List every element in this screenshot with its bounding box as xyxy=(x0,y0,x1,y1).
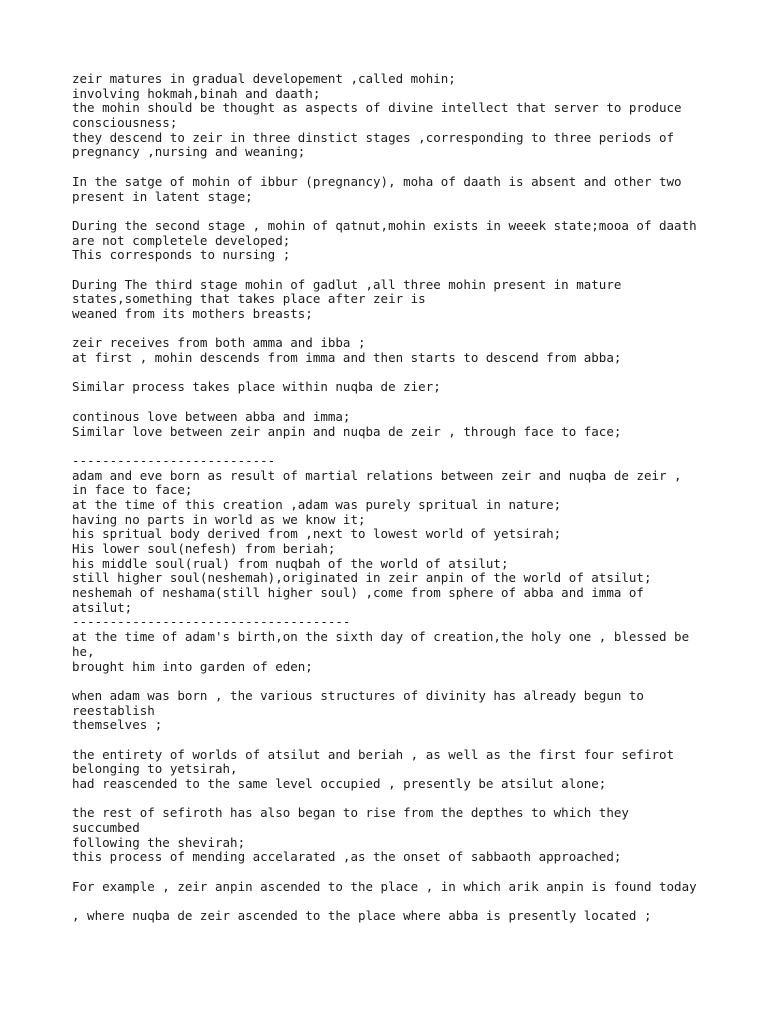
text-line: Similar love between zeir anpin and nuqba de zeir , through face to face; xyxy=(72,423,622,439)
text-line: the mohin should be thought as aspects of divine intellect that server to produce xyxy=(72,100,682,116)
text-line: following the shevirah; xyxy=(72,834,246,850)
text-line: at the time of this creation ,adam was purely spritual in nature; xyxy=(72,496,562,512)
text-line: weaned from its mothers breasts; xyxy=(72,306,313,321)
text-line: having no parts in world as we know it; xyxy=(72,511,366,527)
text-line: when adam was born , the various structures of divinity has already begun to xyxy=(72,687,644,703)
text-line: For example , zeir anpin ascended to the place , in which arik anpin is found today xyxy=(72,878,697,894)
text-line: continous love between abba and imma; xyxy=(72,408,351,424)
text-line: the rest of sefiroth has also began to rise from the depthes to which they xyxy=(72,805,629,821)
text-line: His lower soul(nefesh) from beriah; xyxy=(72,541,336,556)
text-line: themselves ; xyxy=(72,717,163,733)
paragraph-gap xyxy=(72,865,712,880)
text-line: he, xyxy=(72,643,95,659)
paragraph-gap xyxy=(72,322,712,337)
paragraph-gap xyxy=(72,674,712,689)
paragraph-gap xyxy=(72,395,712,410)
paragraph xyxy=(72,880,712,895)
text-line: involving hokmah,binah and daath; xyxy=(72,85,321,101)
paragraph xyxy=(72,380,712,395)
text-line: During The third stage mohin of gadlut ,all three mohin present in mature xyxy=(72,276,622,292)
text-line: brought him into garden of eden; xyxy=(72,658,313,674)
text-line: --------------------------- xyxy=(72,452,276,468)
paragraph-gap xyxy=(72,263,712,278)
paragraph xyxy=(72,454,712,674)
paragraph-gap xyxy=(72,792,712,807)
paragraph-gap xyxy=(72,160,712,175)
text-line: still higher soul(neshemah),originated in zeir anpin of the world of atsilut; xyxy=(72,570,652,586)
paragraph xyxy=(72,72,712,160)
text-line: at the time of adam's birth,on the sixth day of creation,the holy one , blessed be xyxy=(72,629,690,645)
paragraph xyxy=(72,278,712,322)
text-line: , where nuqba de zeir ascended to the place where abba is presently located ; xyxy=(72,908,652,924)
paragraph xyxy=(72,219,712,263)
text-line: in face to face; xyxy=(72,482,193,498)
paragraph-gap xyxy=(72,733,712,748)
text-line: his middle soul(rual) from nuqbah of the world of atsilut; xyxy=(72,555,509,571)
text-line: his spritual body derived from ,next to lowest world of yetsirah; xyxy=(72,526,562,542)
text-line: succumbed xyxy=(72,820,140,836)
text-line: This corresponds to nursing ; xyxy=(72,247,291,263)
paragraph-gap xyxy=(72,439,712,454)
text-line: they descend to zeir in three dinstict stages ,corresponding to three periods of xyxy=(72,129,675,145)
paragraph xyxy=(72,748,712,792)
text-line: the entirety of worlds of atsilut and beriah , as well as the first four sefirot xyxy=(72,746,675,762)
text-line: zeir matures in gradual developement ,called mohin; xyxy=(72,71,456,86)
paragraph xyxy=(72,806,712,865)
text-line: pregnancy ,nursing and weaning; xyxy=(72,144,306,160)
paragraph xyxy=(72,410,712,439)
text-line: neshemah of neshama(still higher soul) ,come from sphere of abba and imma of xyxy=(72,585,644,601)
text-line: present in latent stage; xyxy=(72,188,253,204)
paragraph-gap xyxy=(72,895,712,910)
paragraph xyxy=(72,689,712,733)
text-line: at first , mohin descends from imma and then starts to descend from abba; xyxy=(72,350,622,366)
paragraph-gap xyxy=(72,204,712,219)
text-line: this process of mending accelarated ,as the onset of sabbaoth approached; xyxy=(72,849,622,865)
paragraph-gap xyxy=(72,366,712,381)
text-line: are not completele developed; xyxy=(72,232,291,248)
text-line: belonging to yetsirah, xyxy=(72,761,238,777)
text-line: adam and eve born as result of martial relations between zeir and nuqba de zeir , xyxy=(72,467,682,483)
paragraph xyxy=(72,336,712,365)
text-line: states,something that takes place after zeir is xyxy=(72,291,426,307)
text-line: reestablish xyxy=(72,702,155,718)
paragraph xyxy=(72,175,712,204)
text-line: atsilut; xyxy=(72,599,133,615)
text-line: During the second stage , mohin of qatnut,mohin exists in weeek state;mooa of daath xyxy=(72,217,697,233)
paragraph xyxy=(72,909,712,924)
text-line: Similar process takes place within nuqba de zier; xyxy=(72,379,441,395)
document-page xyxy=(72,72,712,924)
text-line: In the satge of mohin of ibbur (pregnancy), moha of daath is absent and other two xyxy=(72,173,682,189)
text-line: consciousness; xyxy=(72,115,178,131)
text-line: ------------------------------------- xyxy=(72,614,351,630)
text-line: had reascended to the same level occupied , presently be atsilut alone; xyxy=(72,776,607,791)
text-line: zeir receives from both amma and ibba ; xyxy=(72,335,366,351)
